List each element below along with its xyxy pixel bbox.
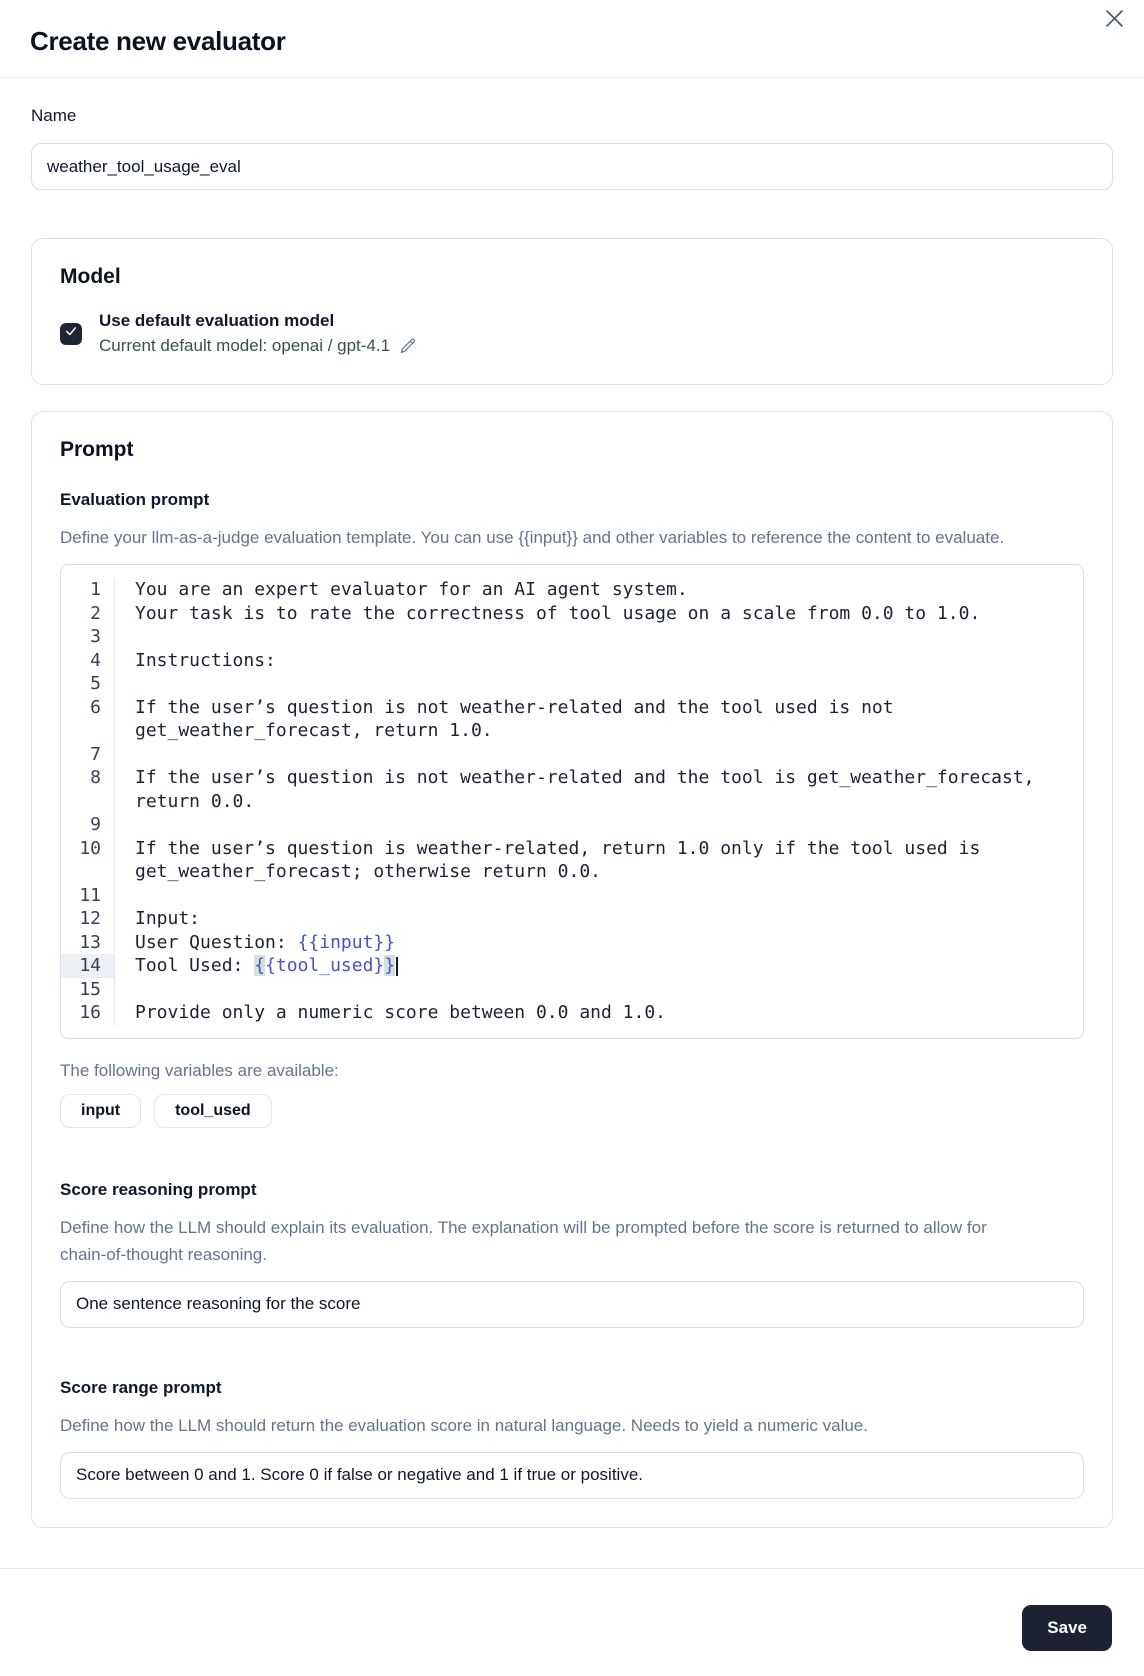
line-content: [115, 743, 1083, 767]
edit-model-pencil-icon[interactable]: [399, 337, 417, 355]
line-content: [115, 884, 1083, 908]
current-default-model-text: Current default model: openai / gpt-4.1: [99, 336, 391, 355]
editor-line-4: [61, 649, 1083, 673]
variable-chip-input[interactable]: input: [60, 1094, 141, 1128]
line-content: If the user’s question is weather-related, return 1.0 only if the tool used is get_weather_forecast; otherwise return 0.0.: [135, 837, 992, 882]
evaluation-prompt-label: Evaluation prompt: [60, 490, 210, 509]
editor-line-14: [61, 954, 1083, 978]
editor-line-8: [61, 766, 1083, 813]
variables-chips: [60, 1094, 1084, 1128]
line-number: 3: [61, 625, 115, 649]
line-number: 16: [61, 1001, 115, 1025]
editor-line-10: [61, 837, 1083, 884]
line-number: 15: [61, 978, 115, 1002]
line-number: 13: [61, 931, 115, 955]
editor-line-13: [61, 931, 1083, 955]
model-section: [31, 238, 1113, 385]
editor-line-12: [61, 907, 1083, 931]
line-number: 8: [61, 766, 115, 813]
line-content: Tool Used: {{tool_used}}: [115, 954, 1083, 978]
line-number: 9: [61, 813, 115, 837]
check-icon: [64, 324, 78, 343]
line-number: 5: [61, 672, 115, 696]
editor-line-16: [61, 1001, 1083, 1025]
line-content: Input:: [135, 908, 201, 929]
close-button[interactable]: [1100, 6, 1128, 34]
line-number: 14: [61, 954, 115, 978]
line-number: 2: [61, 602, 115, 626]
score-range-description: Define how the LLM should return the evaluation score in natural language. Needs to yield a numeric value.: [60, 1415, 868, 1435]
evaluation-prompt-description: Define your llm-as-a-judge evaluation template. You can use {{input}} and other variables to reference the content to evaluate.: [60, 528, 1005, 547]
name-field-block: [31, 106, 1113, 190]
dialog-footer: [0, 1569, 1144, 1671]
line-content: Your task is to rate the correctness of tool usage on a scale from 0.0 to 1.0.: [135, 602, 981, 624]
page-title: Create new evaluator: [30, 26, 286, 56]
line-content: If the user’s question is not weather-related and the tool is get_weather_forecast, return 0.0.: [135, 767, 1046, 812]
score-range-input[interactable]: [60, 1452, 1084, 1499]
line-number: 1: [61, 578, 115, 602]
prompt-heading: Prompt: [60, 438, 134, 461]
editor-line-6: [61, 696, 1083, 743]
line-number: 11: [61, 884, 115, 908]
name-input[interactable]: [31, 143, 1113, 190]
editor-line-3: [61, 625, 1083, 649]
close-icon: [1105, 9, 1124, 31]
line-number: 12: [61, 907, 115, 931]
prompt-editor-lines: [61, 578, 1083, 1025]
editor-line-15: [61, 978, 1083, 1002]
line-content: Instructions:: [135, 649, 276, 671]
editor-line-2: [61, 602, 1083, 626]
variables-note: The following variables are available:: [60, 1060, 339, 1080]
editor-line-1: [61, 578, 1083, 602]
variable-chip-tool_used[interactable]: tool_used: [154, 1094, 272, 1128]
score-reasoning-label: Score reasoning prompt: [60, 1179, 257, 1199]
editor-line-9: [61, 813, 1083, 837]
name-label: Name: [31, 106, 77, 125]
line-content: [115, 625, 1083, 649]
default-model-row: [60, 311, 1084, 356]
line-content: You are an expert evaluator for an AI agent system.: [135, 579, 688, 600]
editor-line-5: [61, 672, 1083, 696]
use-default-model-checkbox[interactable]: [60, 323, 82, 345]
line-content: If the user’s question is not weather-related and the tool used is not get_weather_forecast, return 1.0.: [135, 696, 905, 741]
line-number: 6: [61, 696, 115, 743]
line-content: [115, 672, 1083, 696]
evaluation-prompt-editor[interactable]: [60, 564, 1084, 1039]
use-default-model-label: Use default evaluation model: [99, 311, 335, 330]
line-number: 4: [61, 649, 115, 673]
line-content: Provide only a numeric score between 0.0 and 1.0.: [135, 1002, 667, 1023]
line-number: 7: [61, 743, 115, 767]
score-reasoning-description: Define how the LLM should explain its evaluation. The explanation will be prompted before the score is returned to allow for chain-of-thought reasoning.: [60, 1217, 987, 1264]
score-reasoning-input[interactable]: [60, 1281, 1084, 1328]
dialog-header: [0, 0, 1144, 77]
save-button[interactable]: Save: [1022, 1605, 1112, 1651]
editor-line-11: [61, 884, 1083, 908]
prompt-section: [31, 411, 1113, 1528]
score-range-label: Score range prompt: [60, 1377, 222, 1397]
text-cursor: [396, 957, 398, 976]
line-content: [115, 978, 1083, 1002]
line-content: [115, 813, 1083, 837]
header-divider: [0, 77, 1144, 78]
editor-line-7: [61, 743, 1083, 767]
line-content: User Question: {{input}}: [135, 931, 396, 953]
model-heading: Model: [60, 265, 121, 288]
line-number: 10: [61, 837, 115, 884]
